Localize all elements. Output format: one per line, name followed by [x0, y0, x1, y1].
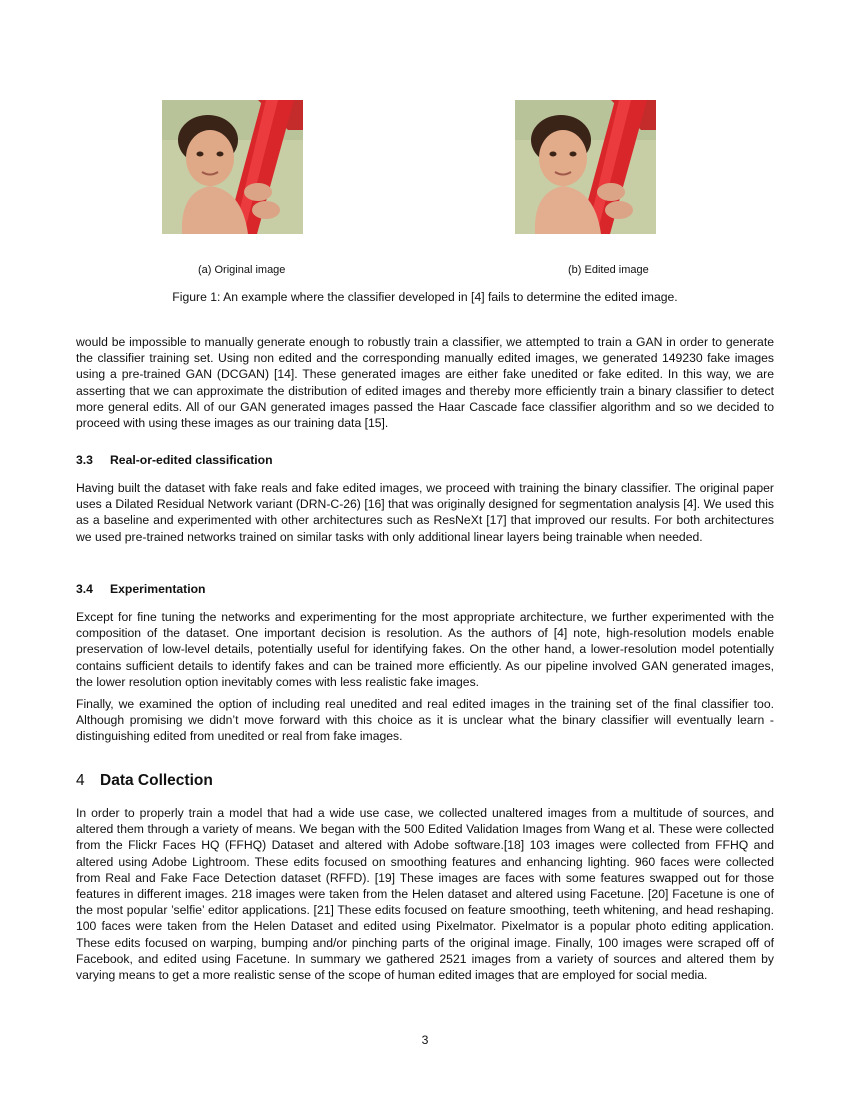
figure-caption: Figure 1: An example where the classifier developed in [4] fails to determine the edited image.	[172, 290, 678, 304]
section-3-4-heading	[76, 582, 206, 596]
child-photo-illustration	[162, 100, 303, 234]
section-title: Data Collection	[100, 772, 213, 789]
section-title: Experimentation	[110, 582, 206, 596]
original-photo	[162, 100, 303, 234]
intro-paragraph-block	[76, 334, 774, 431]
section-3-4-body-a	[76, 609, 774, 690]
section-3-3-body	[76, 480, 774, 545]
section-3-3-heading	[76, 453, 273, 467]
section-title: Real-or-edited classification	[110, 453, 273, 467]
section-3-4-paragraph-1: Except for fine tuning the networks and experimenting for the most appropriate architecture, we further experimented with the composition of the dataset. One important decision is resolution. As the authors of [4] note, high-resolution models enable preservation of low-level details, potentially useful for identifying fakes. On the other hand, a lower-resolution model potentially contains sufficient details to identify fakes and can be trained more efficiently. As our pipeline involved GAN generated images, the lower resolution option inevitably comes with less realistic fake images.	[76, 610, 774, 689]
section-number: 3.3	[76, 453, 93, 467]
page-number: 3	[421, 1033, 429, 1047]
section-number: 4	[76, 772, 85, 789]
section-3-4-paragraph-2: Finally, we examined the option of including real unedited and real edited images in the training set of the final classifier too. Although promising we didn’t move forward with this choice as it is unclear what the binary classifier will eventually learn - distinguishing edited from unedited or real from fake images.	[76, 697, 774, 744]
section-4-heading	[76, 772, 213, 790]
section-number: 3.4	[76, 582, 93, 596]
child-photo-illustration	[515, 100, 656, 234]
section-3-4-body-b	[76, 696, 774, 745]
edited-photo	[515, 100, 656, 234]
section-3-3-paragraph: Having built the dataset with fake reals and fake edited images, we proceed with training the binary classifier. The original paper uses a Dilated Residual Network variant (DRN-C-26) [16] that was originally designed for segmentation analysis [4]. We used this as a baseline and experimented with other architectures such as ResNeXt [17] that improved our results. For both architectures we used pre-trained networks trained on similar tasks with only additional linear layers being trainable when needed.	[76, 481, 774, 544]
section-4-paragraph: In order to properly train a model that had a wide use case, we collected unaltered images from a multitude of sources, and altered them through a variety of means. We began with the 500 Edited Validation Images from Wang et al. These were collected from the Flickr Faces HQ (FFHQ) Dataset and altered with Adobe software.[18] 103 images were collected from FFHQ and altered using Adobe Lightroom. These edits focused on smoothing features and enhancing lighting. 960 faces were collected from Real and Fake Face Detection dataset (RFFD). [19] These images are faces with some features swapped out for those features in different images. 218 images were taken from the Helen dataset and altered using Facetune. [20] Facetune is one of the most popular ’selfie’ editor applications. [21] These edits focused on feature smoothing, teeth whitening, and head reshaping. 100 faces were taken from the Helen Dataset and edited using Pixelmator. Pixelmator is a popular photo editing application. These edits focused on warping, bumping and/or pinching parts of the original image. Finally, 100 images were scraped off of Facebook, and edited using Facetune. In summary we gathered 2521 images from a variety of sources and altered them by varying means to get a more realistic sense of the scope of human edited images that are employed for social media.	[76, 806, 774, 983]
section-4-body	[76, 805, 774, 983]
subcaption-edited: (b) Edited image	[568, 264, 649, 276]
subcaption-original: (a) Original image	[198, 264, 286, 276]
intro-paragraph: would be impossible to manually generate enough to robustly train a classifier, we attempted to train a GAN in order to generate the classifier training set. Using non edited and the corresponding manually edited images, we generated 149230 fake images using a pre-trained GAN (DCGAN) [14]. These generated images are either fake unedited or fake edited. In this way, we are asserting that we can approximate the distribution of edited images and thereby more efficiently train a binary classifier to detect more general edits. All of our GAN generated images passed the Haar Cascade face classifier algorithm and so we decided to proceed with using these images as our training data [15].	[76, 335, 774, 431]
